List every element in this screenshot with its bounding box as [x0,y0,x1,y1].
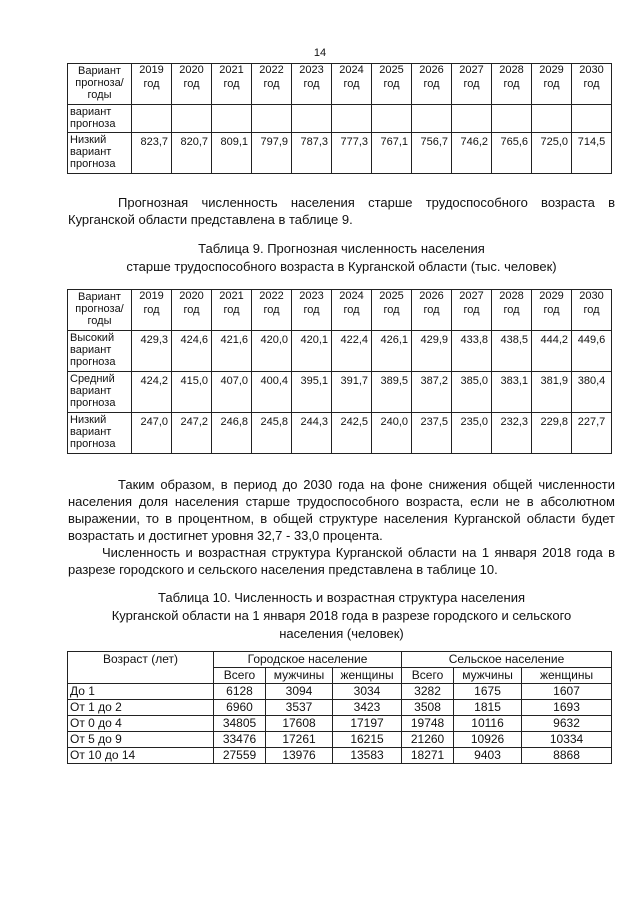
age-cell: До 1 [68,684,214,700]
year-header [452,290,492,331]
year-header [572,290,612,331]
year-unit: год [223,304,240,316]
table-cell: 385,0 [452,372,492,413]
year-unit: год [543,304,560,316]
table-cell: 433,8 [452,331,492,372]
table-cell [332,105,372,133]
table-cell [532,105,572,133]
year-unit: год [343,78,360,90]
table-row [68,331,612,372]
year-value: 2028 [499,64,524,76]
year-header [132,290,172,331]
table-cell: 242,5 [332,413,372,454]
year-unit: год [383,78,400,90]
table-cell: 429,9 [412,331,452,372]
row-label [68,331,132,372]
year-header [412,64,452,105]
table-cell: 232,3 [492,413,532,454]
table-row [68,684,612,700]
sub-header-total: Всего [402,668,454,684]
table-cell: 244,3 [292,413,332,454]
year-value: 2021 [219,64,244,76]
year-header [172,64,212,105]
year-header [212,290,252,331]
table-cell: 6960 [214,700,266,716]
table-cell: 229,8 [532,413,572,454]
row-label-line: прогноза [70,356,116,368]
urban-header: Городское население [214,652,402,668]
age-header: Возраст (лет) [68,652,214,684]
table-cell: 1675 [454,684,522,700]
table-cell: 9403 [454,748,522,764]
age-cell: От 10 до 14 [68,748,214,764]
table-cell: 21260 [402,732,454,748]
header-label-line: годы [87,89,112,101]
table-cell [492,105,532,133]
table-cell: 8868 [522,748,612,764]
year-value: 2022 [259,290,284,302]
table-cell: 395,1 [292,372,332,413]
table-cell: 424,6 [172,331,212,372]
year-unit: год [263,78,280,90]
year-unit: год [463,304,480,316]
year-value: 2030 [579,290,604,302]
header-row [68,64,612,105]
table-cell: 3282 [402,684,454,700]
table-cell: 823,7 [132,133,172,174]
table-row [68,748,612,764]
row-label [68,133,132,174]
table-row [68,372,612,413]
row-label-line: вариант [70,146,112,158]
year-value: 2024 [339,64,364,76]
row-label-line: Высокий [70,332,115,344]
table-cell: 820,7 [172,133,212,174]
table-cell: 13583 [333,748,402,764]
table-cell: 240,0 [372,413,412,454]
year-header [172,290,212,331]
table-cell: 13976 [266,748,333,764]
year-value: 2021 [219,290,244,302]
year-unit: год [143,78,160,90]
table-cell: 429,3 [132,331,172,372]
year-value: 2019 [139,64,164,76]
year-value: 2020 [179,290,204,302]
table-9 [67,289,612,454]
table-cell: 767,1 [372,133,412,174]
table-cell: 3034 [333,684,402,700]
table-cell: 797,9 [252,133,292,174]
table10-caption-line2: Курганской области на 1 января 2018 года в разрезе городского и сельского [111,608,572,623]
table-cell: 18271 [402,748,454,764]
year-header [492,64,532,105]
row-label-line: Средний [70,373,115,385]
year-unit: год [183,304,200,316]
age-cell: От 1 до 2 [68,700,214,716]
year-value: 2030 [579,64,604,76]
forecast-table-continued [67,63,612,174]
table-cell [252,105,292,133]
year-unit: год [183,78,200,90]
table-cell: 438,5 [492,331,532,372]
sub-header-men: мужчины [454,668,522,684]
header-label-line: прогноза/ [75,303,124,315]
year-unit: год [543,78,560,90]
year-value: 2029 [539,290,564,302]
table-cell: 421,6 [212,331,252,372]
year-unit: год [583,78,600,90]
header-label-line: годы [87,315,112,327]
table-cell: 1693 [522,700,612,716]
sub-header-total: Всего [214,668,266,684]
table-cell: 227,7 [572,413,612,454]
table-cell: 391,7 [332,372,372,413]
table10-caption-line1: Таблица 10. Численность и возрастная структура населения [158,590,525,605]
table-cell: 9632 [522,716,612,732]
header-label-line: Вариант [78,291,121,303]
table-row [68,133,612,174]
table-cell: 777,3 [332,133,372,174]
header-label-cell [68,64,132,105]
year-value: 2029 [539,64,564,76]
table-cell: 415,0 [172,372,212,413]
table-cell: 16215 [333,732,402,748]
year-header [572,64,612,105]
table-cell: 746,2 [452,133,492,174]
table-cell [212,105,252,133]
year-header [332,64,372,105]
row-label-line: вариант [70,344,112,356]
year-value: 2020 [179,64,204,76]
year-header [372,290,412,331]
year-unit: год [423,78,440,90]
table-cell: 246,8 [212,413,252,454]
year-unit: год [303,304,320,316]
year-value: 2024 [339,290,364,302]
table-cell: 247,0 [132,413,172,454]
year-unit: год [143,304,160,316]
table9-caption-line2: старше трудоспособного возраста в Курганской области (тыс. человек) [126,259,557,274]
year-header [332,290,372,331]
paragraph-1-text: Прогнозная численность населения старше трудоспособного возраста в Курганской области представлена в таблице 9. [68,195,615,227]
table-cell: 383,1 [492,372,532,413]
paragraph-2 [68,476,615,544]
row-label-line: вариант [70,426,112,438]
year-value: 2027 [459,64,484,76]
table-cell: 19748 [402,716,454,732]
table-cell: 380,4 [572,372,612,413]
table-cell: 420,0 [252,331,292,372]
year-header [252,290,292,331]
table-row [68,732,612,748]
table-cell: 17197 [333,716,402,732]
table-row [68,716,612,732]
table-cell: 449,6 [572,331,612,372]
year-unit: год [463,78,480,90]
table-cell: 3423 [333,700,402,716]
table-cell: 424,2 [132,372,172,413]
table-cell: 245,8 [252,413,292,454]
table-cell: 10334 [522,732,612,748]
table-cell: 1607 [522,684,612,700]
year-header [492,290,532,331]
table-cell: 422,4 [332,331,372,372]
table-cell: 27559 [214,748,266,764]
paragraph-2-text: Таким образом, в период до 2030 года на фоне снижения общей численности населения доля населения старше трудоспособного возраста, если не в абсолютном выражении, то в процентном, в общей структуре населения Курганской области будет возрастать и достигнет уровня 32,7 - 33,0 процента. [68,477,615,543]
table-cell [452,105,492,133]
sub-header-men: мужчины [266,668,333,684]
sub-header-women: женщины [333,668,402,684]
sub-header-women: женщины [522,668,612,684]
year-value: 2025 [379,64,404,76]
table-cell [292,105,332,133]
table-cell: 1815 [454,700,522,716]
table-cell: 387,2 [412,372,452,413]
header-label-line: прогноза/ [75,77,124,89]
table-cell [172,105,212,133]
year-header [452,64,492,105]
paragraph-3-text: Численность и возрастная структура Курганской области на 1 января 2018 года в разрезе городского и сельского населения представлена в таблице 10. [68,545,615,577]
year-unit: год [503,78,520,90]
table-row [68,105,612,133]
age-cell: От 5 до 9 [68,732,214,748]
table-cell: 426,1 [372,331,412,372]
row-label-line: прогноза [70,397,116,409]
year-value: 2026 [419,64,444,76]
paragraph-3 [68,544,615,578]
year-unit: год [343,304,360,316]
year-header [292,290,332,331]
year-unit: год [263,304,280,316]
year-header [212,64,252,105]
table10-caption-line3: населения (человек) [279,626,404,641]
page-number: 14 [313,47,327,59]
table-cell [372,105,412,133]
row-label-line: Низкий [70,414,107,426]
year-value: 2023 [299,290,324,302]
table-cell: 3508 [402,700,454,716]
table-cell: 400,4 [252,372,292,413]
table-cell: 725,0 [532,133,572,174]
table-10 [67,651,612,764]
header-label-cell [68,290,132,331]
year-value: 2028 [499,290,524,302]
table-cell: 765,6 [492,133,532,174]
table-cell: 10926 [454,732,522,748]
year-unit: год [303,78,320,90]
year-unit: год [583,304,600,316]
table-cell: 10116 [454,716,522,732]
row-label-line: Низкий [70,134,107,146]
row-label-line: прогноза [70,158,116,170]
row-label-line: прогноза [70,438,116,450]
row-label-line: вариант [70,106,112,118]
table-cell: 444,2 [532,331,572,372]
paragraph-1 [68,194,615,228]
year-header [412,290,452,331]
table-cell [412,105,452,133]
header-row [68,290,612,331]
row-label-line: вариант [70,385,112,397]
year-header [372,64,412,105]
table-cell: 389,5 [372,372,412,413]
table-cell: 6128 [214,684,266,700]
table-cell: 787,3 [292,133,332,174]
row-label [68,413,132,454]
table-cell: 381,9 [532,372,572,413]
table-cell [132,105,172,133]
year-unit: год [503,304,520,316]
header-label-line: Вариант [78,65,121,77]
table-cell: 17608 [266,716,333,732]
year-value: 2019 [139,290,164,302]
rural-header: Сельское население [402,652,612,668]
table-row [68,413,612,454]
year-value: 2027 [459,290,484,302]
table-cell: 34805 [214,716,266,732]
table-cell: 3094 [266,684,333,700]
table-cell: 3537 [266,700,333,716]
table-cell: 33476 [214,732,266,748]
table-cell: 756,7 [412,133,452,174]
table-cell [572,105,612,133]
year-header [132,64,172,105]
year-value: 2022 [259,64,284,76]
year-value: 2023 [299,64,324,76]
year-header [532,290,572,331]
year-header [252,64,292,105]
row-label [68,372,132,413]
table-cell: 809,1 [212,133,252,174]
table9-caption-line1: Таблица 9. Прогнозная численность населения [198,241,485,256]
row-label-line: прогноза [70,118,116,130]
year-value: 2026 [419,290,444,302]
row-label [68,105,132,133]
year-header [292,64,332,105]
table-cell: 17261 [266,732,333,748]
table-cell: 247,2 [172,413,212,454]
year-unit: год [223,78,240,90]
table-cell: 714,5 [572,133,612,174]
year-unit: год [423,304,440,316]
year-unit: год [383,304,400,316]
year-header [532,64,572,105]
table-row [68,700,612,716]
table-cell: 407,0 [212,372,252,413]
table-cell: 420,1 [292,331,332,372]
table-cell: 237,5 [412,413,452,454]
year-value: 2025 [379,290,404,302]
header-row [68,652,612,668]
table-cell: 235,0 [452,413,492,454]
age-cell: От 0 до 4 [68,716,214,732]
